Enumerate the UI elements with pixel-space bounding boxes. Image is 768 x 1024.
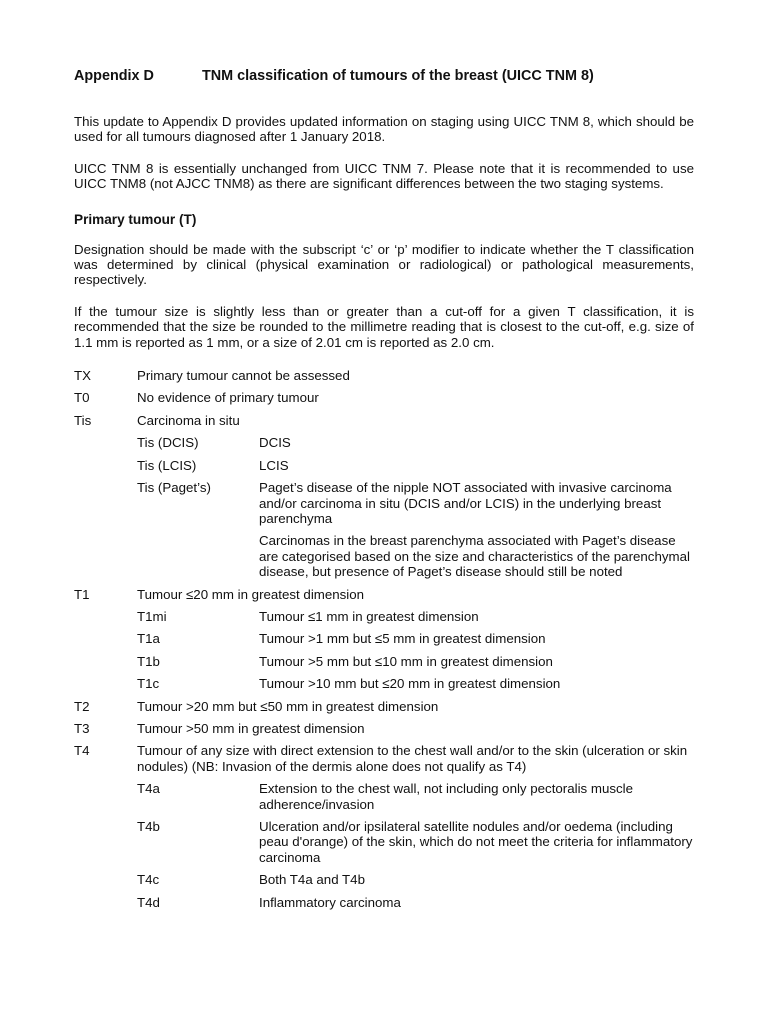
t-row-t3 — [74, 721, 694, 736]
t-code: T4a — [137, 781, 160, 797]
t-desc: Paget’s disease of the nipple NOT associated with invasive carcinoma and/or carcinoma in situ (DCIS and/or LCIS) in the underlying breast parenchyma — [259, 480, 672, 526]
t-row-tis-pagets — [137, 480, 694, 526]
appendix-title: TNM classification of tumours of the breast (UICC TNM 8) — [202, 68, 594, 84]
t-desc: Both T4a and T4b — [259, 872, 365, 888]
appendix-label: Appendix D — [74, 68, 154, 84]
t-desc: Inflammatory carcinoma — [259, 894, 401, 910]
t-code: Tis — [74, 412, 92, 428]
t-code: Tis (LCIS) — [137, 457, 197, 473]
t-desc: Tumour >10 mm but ≤20 mm in greatest dimension — [259, 676, 561, 692]
t-row-tis — [74, 413, 694, 428]
t-code: T1b — [137, 653, 160, 669]
t-desc: Tumour >50 mm in greatest dimension — [137, 720, 365, 736]
t-row-tx — [74, 368, 694, 383]
section-paragraph: If the tumour size is slightly less than or greater than a cut-off for a given T classification, it is recommended that the size be rounded to the millimetre reading that is closest to the cut-off, e.g. size of 1.1 mm is reported as 1 mm, or a size of 2.01 cm is reported as 2.0 cm. — [74, 303, 694, 350]
t-row-t1mi — [137, 609, 694, 624]
t-code: T2 — [74, 698, 90, 714]
t-row-t0 — [74, 390, 694, 405]
t-code: T1 — [74, 586, 90, 602]
t-row-tis-dcis — [137, 435, 694, 450]
t-desc: Tumour >20 mm but ≤50 mm in greatest dimension — [137, 698, 439, 714]
t-desc: No evidence of primary tumour — [137, 390, 319, 406]
t-desc: Carcinoma in situ — [137, 412, 240, 428]
t-row-t1 — [74, 587, 694, 602]
t-desc: Tumour >5 mm but ≤10 mm in greatest dimension — [259, 653, 553, 669]
t-row-t1c — [137, 676, 694, 691]
intro-paragraph: UICC TNM 8 is essentially unchanged from UICC TNM 7. Please note that it is recommended to use UICC TNM8 (not AJCC TNM8) as there are significant differences between the two staging systems. — [74, 160, 694, 192]
t-code: T1a — [137, 631, 160, 647]
t-desc: Tumour of any size with direct extension to the chest wall and/or to the skin (ulceration or skin nodules) (NB: Invasion of the dermis alone does not qualify as T4) — [137, 743, 688, 774]
t-code: T3 — [74, 720, 90, 736]
t-code: T4 — [74, 743, 90, 759]
t-row-t1a — [137, 631, 694, 646]
t-code: T4c — [137, 872, 160, 888]
t-row-t1b — [137, 654, 694, 669]
t-code: T4b — [137, 819, 160, 834]
t-row-t2 — [74, 699, 694, 714]
t-code: T1c — [137, 676, 160, 692]
section-paragraph: Designation should be made with the subscript ‘c’ or ‘p’ modifier to indicate whether the T classification was determined by clinical (physical examination or radiological) or pathological measurements, respectively. — [74, 241, 694, 288]
t-desc: Tumour ≤20 mm in greatest dimension — [137, 586, 365, 602]
t-code: Tis (Paget’s) — [137, 480, 211, 496]
t-desc: Primary tumour cannot be assessed — [137, 368, 350, 384]
t-code: T0 — [74, 390, 90, 406]
intro-paragraph: This update to Appendix D provides updated information on staging using UICC TNM 8, which should be used for all tumours diagnosed after 1 January 2018. — [74, 114, 694, 145]
t-code: T1mi — [137, 608, 167, 624]
t-code: TX — [74, 368, 91, 384]
t-row-tis-lcis — [137, 458, 694, 473]
t-row-t4b — [137, 819, 694, 865]
t-desc: Tumour ≤1 mm in greatest dimension — [259, 608, 479, 624]
t-code: Tis (DCIS) — [137, 435, 199, 451]
page-heading — [74, 68, 694, 84]
t-note: Carcinomas in the breast parenchyma associated with Paget’s disease are categorised based on the size and characteristics of the parenchymal disease, but presence of Paget’s disease should still be noted — [259, 533, 690, 580]
t-desc: DCIS — [259, 435, 291, 451]
t-desc: LCIS — [259, 457, 289, 473]
t-code: T4d — [137, 894, 160, 910]
t-row-t4d — [137, 895, 694, 910]
section-title: Primary tumour (T) — [74, 211, 197, 227]
t-row-t4a — [137, 781, 694, 812]
t-row-t4c — [137, 872, 694, 887]
t-row-tis-pagets-note — [259, 533, 694, 579]
t-desc: Ulceration and/or ipsilateral satellite nodules and/or oedema (including peau d'orange) of the skin, which do not meet the criteria for inflammatory carcinoma — [259, 819, 693, 865]
t-row-t4 — [74, 743, 694, 774]
t-desc: Tumour >1 mm but ≤5 mm in greatest dimension — [259, 631, 546, 647]
t-desc: Extension to the chest wall, not including only pectoralis muscle adherence/invasion — [259, 781, 633, 812]
